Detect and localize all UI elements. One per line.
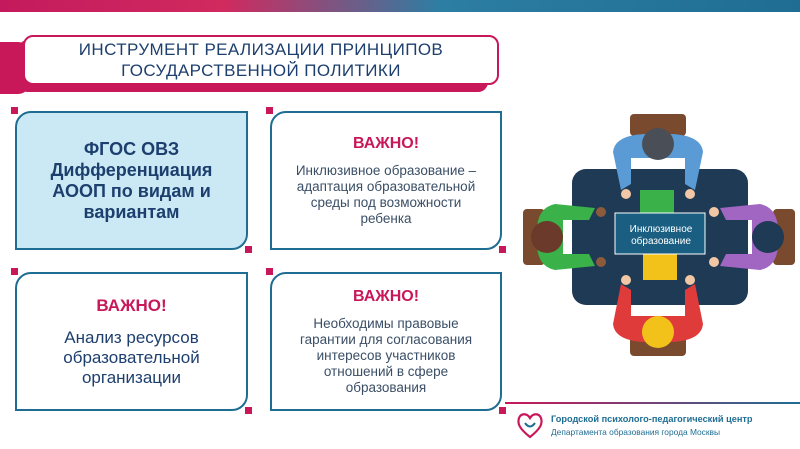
card-heading: ВАЖНО!: [96, 295, 167, 315]
card-corner-marker: [11, 107, 18, 114]
card-fgos-text: ФГОС ОВЗ Дифференциация АООП по видам и вариантам: [50, 138, 213, 222]
card-body: Анализ ресурсов образовательной организации: [63, 327, 200, 387]
title-line-1: ИНСТРУМЕНТ РЕАЛИЗАЦИИ ПРИНЦИПОВ: [78, 40, 444, 59]
card-corner-marker: [266, 268, 273, 275]
heart-logo-icon: [516, 410, 544, 440]
card-corner-marker: [499, 407, 506, 414]
card-inclusive-education: [270, 111, 502, 250]
card-fgos: [15, 111, 248, 250]
person-bottom-head: [642, 316, 674, 348]
card-corner-marker: [245, 246, 252, 253]
card-heading: ВАЖНО!: [352, 287, 420, 305]
top-decorative-stripe: [0, 0, 800, 12]
card-corner-marker: [266, 107, 273, 114]
card-body: Инклюзивное образование – адаптация образовательной среды под возможности ребенка: [295, 162, 477, 226]
footer-org-dept: Департамента образования города Москвы: [551, 427, 720, 437]
card-legal-guarantees: [270, 272, 502, 411]
footer-divider: [505, 402, 800, 404]
puzzle-yellow: [643, 252, 677, 280]
person-top-head: [642, 128, 674, 160]
footer-org-name: Городской психолого-педагогический центр: [551, 414, 753, 424]
card-resource-analysis: [15, 272, 248, 411]
page-title: [23, 35, 499, 85]
person-right-head: [752, 221, 784, 253]
illustration-label: Инклюзивное образование: [629, 224, 693, 247]
title-line-2: ГОСУДАРСТВЕННОЙ ПОЛИТИКИ: [121, 61, 401, 80]
person-left-head: [531, 221, 563, 253]
card-corner-marker: [11, 268, 18, 275]
card-corner-marker: [499, 246, 506, 253]
card-body: Необходимы правовые гарантии для согласования интересов участников отношений в сфере образования: [299, 315, 473, 395]
card-heading: ВАЖНО!: [352, 134, 420, 152]
card-corner-marker: [245, 407, 252, 414]
